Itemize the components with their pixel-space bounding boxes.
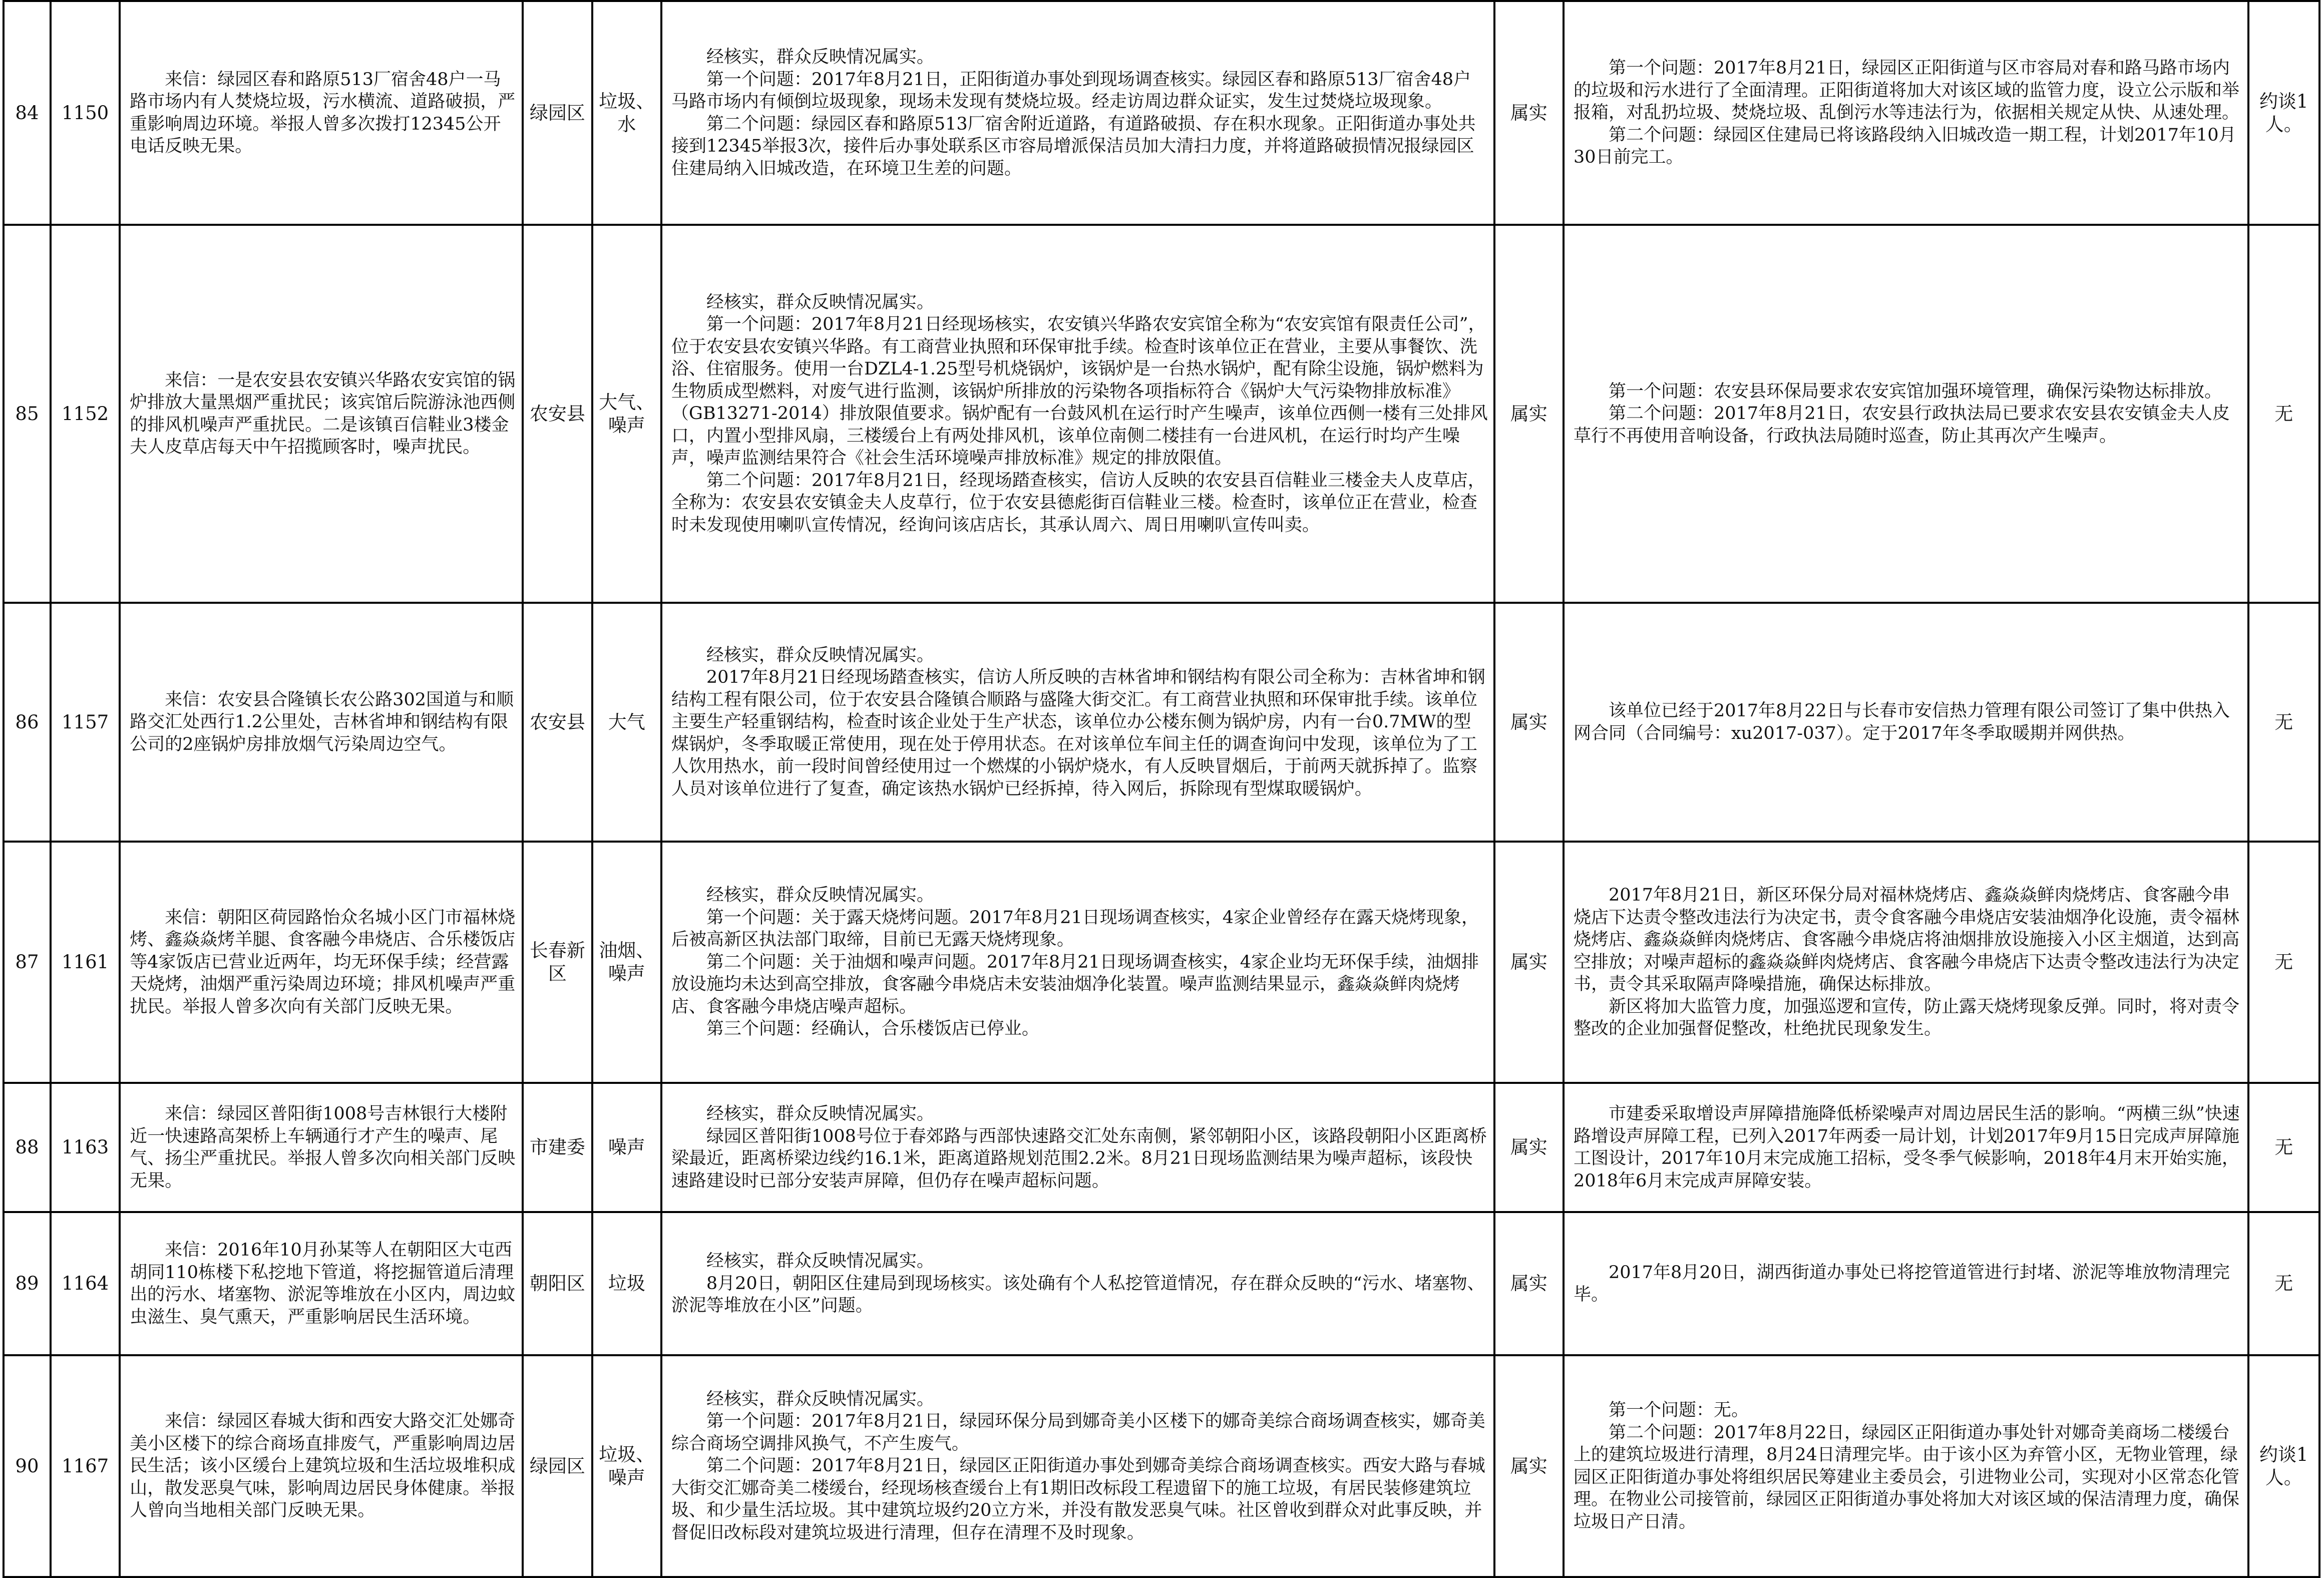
investigation-cell-paragraph: 绿园区普阳街1008号位于春郊路与西部快速路交汇处东南侧，紧邻朝阳小区，该路段朝阳小区距离桥梁最近，距离桥梁边线约16.1米，距离道路规划范围2.2米。8月21日现场监测结果为噪声超标，该段快速路建设时已部分安装声屏障，但仍存在噪声超标问题。 [671,1126,1487,1191]
investigation-cell-paragraph: 第一个问题：关于露天烧烤问题。2017年8月21日现场调查核实，4家企业曾经存在露天烧烤现象，后被高新区执法部门取缔，目前已无露天烧烤现象。 [671,907,1479,950]
pollution-type-cell: 噪声 [592,1083,661,1212]
case-id-cell: 1164 [51,1212,120,1355]
investigation-cell-paragraph: 经核实，群众反映情况属实。 [706,1251,934,1272]
investigation-cell-paragraph: 经核实，群众反映情况属实。 [706,1389,934,1409]
investigation-cell-paragraph: 经核实，群众反映情况属实。 [706,1104,934,1124]
accountability-cell: 约谈1人。 [2248,1355,2320,1577]
row-number-cell: 88 [4,1083,51,1212]
verdict-cell: 属实 [1494,603,1564,842]
investigation-cell-paragraph: 第一个问题：2017年8月21日，正阳街道办事处到现场调查核实。绿园区春和路原513厂宿舍48户马路市场内有倾倒垃圾现象，现场未发现有焚烧垃圾。经走访周边群众证实，发生过焚烧垃圾现象。 [671,69,1471,112]
pollution-type-cell: 垃圾、水 [592,1,661,225]
pollution-type-cell: 垃圾、噪声 [592,1355,661,1577]
handling-cell-paragraph: 2017年8月21日，新区环保分局对福林烧烤店、鑫焱焱鲜肉烧烤店、食客融今串烧店下达责令整改违法行为决定书，责令食客融今串烧店安装油烟净化设施，责令福林烧烤店、鑫焱焱鲜肉烧烤店、食客融今串烧店将油烟排放设施接入小区主烟道，达到高空排放；对噪声超标的鑫焱焱鲜肉烧烤店、食客融今串烧店下达责令整改违法行为决定书，责令其采取隔声降噪措施，确保达标排放。 [1573,885,2239,995]
handling-cell [1564,225,2248,603]
investigation-cell [661,1355,1494,1577]
investigation-cell [661,225,1494,603]
table-row [4,1083,2319,1212]
investigation-cell [661,603,1494,842]
case-id-cell: 1157 [51,603,120,842]
investigation-cell-paragraph: 第二个问题：2017年8月21日，经现场踏查核实，信访人反映的农安县百信鞋业三楼金夫人皮草店，全称为：农安县农安镇金夫人皮草行，位于农安县德彪街百信鞋业三楼。检查时，该单位正在营业，检查时未发现使用喇叭宣传情况，经询问该店店长，其承认周六、周日用喇叭宣传叫卖。 [671,470,1485,535]
row-number-cell: 86 [4,603,51,842]
handling-cell [1564,1,2248,225]
complaint-table [3,0,2320,1578]
complaint-text: 来信：绿园区春和路原513厂宿舍48户一马路市场内有人焚烧垃圾，污水横流、道路破损，严重影响周边环境。举报人曾多次拨打12345公开电话反映无果。 [130,69,516,156]
verdict-cell: 属实 [1494,1212,1564,1355]
investigation-cell-paragraph: 第二个问题：关于油烟和噪声问题。2017年8月21日现场调查核实，4家企业均无环保手续，油烟排放设施均未达到高空排放，食客融今串烧店未安装油烟净化装置。噪声监测结果显示，鑫焱焱鲜肉烧烤店、食客融今串烧店噪声超标。 [671,952,1479,1017]
case-id-cell: 1163 [51,1083,120,1212]
verdict-cell: 属实 [1494,1,1564,225]
district-cell: 农安县 [523,225,592,603]
row-number-cell: 90 [4,1355,51,1577]
handling-cell-paragraph: 新区将加大监管力度，加强巡逻和宣传，防止露天烧烤现象反弹。同时，将对责令整改的企业加强督促整改，杜绝扰民现象发生。 [1573,996,2239,1039]
verdict-cell: 属实 [1494,1355,1564,1577]
row-number-cell: 84 [4,1,51,225]
district-cell: 朝阳区 [523,1212,592,1355]
handling-cell-paragraph: 该单位已经于2017年8月22日与长春市安信热力管理有限公司签订了集中供热入网合同（合同编号：xu2017-037）。定于2017年冬季取暖期并网供热。 [1573,701,2230,743]
complaint-text: 来信：朝阳区荷园路怡众名城小区门市福林烧烤、鑫焱焱烤羊腿、食客融今串烧店、合乐楼饭店等4家饭店已营业近两年，均无环保手续；经营露天烧烤，油烟严重污染周边环境；排风机噪声严重扰民。举报人曾多次向有关部门反映无果。 [130,907,516,1017]
verdict-cell: 属实 [1494,225,1564,603]
accountability-cell: 无 [2248,603,2320,842]
table-row [4,225,2319,603]
table-row [4,1,2319,225]
investigation-cell-paragraph: 2017年8月21日经现场踏查核实，信访人所反映的吉林省坤和钢结构有限公司全称为：吉林省坤和钢结构工程有限公司，位于农安县合隆镇合顺路与盛隆大街交汇。有工商营业执照和环保审批手续。该单位主要生产轻重钢结构，检查时该企业处于生产状态，该单位办公楼东侧为锅炉房，内有一台0.7MW的型煤锅炉，冬季取暖正常使用，现在处于停用状态。在对该单位车间主任的调查询问中发现，该单位为了工人饮用热水，前一段时间曾经使用过一个燃煤的小锅炉烧水，有人反映冒烟后，于前两天就拆掉了。监察人员对该单位进行了复查，确定该热水锅炉已经拆掉，待入网后，拆除现有型煤取暖锅炉。 [671,667,1485,799]
investigation-cell-paragraph: 第三个问题：经确认，合乐楼饭店已停业。 [706,1019,1039,1039]
investigation-cell [661,1083,1494,1212]
district-cell: 绿园区 [523,1355,592,1577]
table-row [4,603,2319,842]
accountability-cell: 无 [2248,225,2320,603]
accountability-cell: 无 [2248,1212,2320,1355]
case-id-cell: 1152 [51,225,120,603]
handling-cell [1564,1212,2248,1355]
investigation-cell-paragraph: 8月20日，朝阳区住建局到现场核实。该处确有个人私挖管道情况，存在群众反映的“污水、堵塞物、淤泥等堆放在小区”问题。 [671,1273,1485,1316]
accountability-cell: 无 [2248,842,2320,1083]
pollution-type-cell: 垃圾 [592,1212,661,1355]
complaint-cell [120,1083,523,1212]
case-id-cell: 1167 [51,1355,120,1577]
handling-cell [1564,1355,2248,1577]
accountability-cell: 无 [2248,1083,2320,1212]
verdict-cell: 属实 [1494,842,1564,1083]
handling-cell [1564,842,2248,1083]
pollution-type-cell: 大气、噪声 [592,225,661,603]
handling-cell-paragraph: 第二个问题：2017年8月22日，绿园区正阳街道办事处针对娜奇美商场二楼缓台上的建筑垃圾进行清理，8月24日清理完毕。由于该小区为弃管小区，无物业管理，绿园区正阳街道办事处将组织居民筹建业主委员会，引进物业公司，实现对小区常态化管理。在物业公司接管前，绿园区正阳街道办事处将加大对该区域的保洁清理力度，确保垃圾日产日清。 [1573,1422,2239,1532]
table-body [4,1,2319,1577]
investigation-cell-paragraph: 经核实，群众反映情况属实。 [706,645,934,665]
complaint-text: 来信：农安县合隆镇长农公路302国道与和顺路交汇处西行1.2公里处，吉林省坤和钢结构有限公司的2座锅炉房排放烟气污染周边空气。 [130,689,514,754]
handling-cell-paragraph: 第一个问题：农安县环保局要求农安宾馆加强环境管理，确保污染物达标排放。 [1608,381,2222,402]
handling-cell-paragraph: 第二个问题：绿园区住建局已将该路段纳入旧城改造一期工程，计划2017年10月30日前完工。 [1573,125,2236,168]
accountability-cell: 约谈1人。 [2248,1,2320,225]
complaint-text: 来信：一是农安县农安镇兴华路农安宾馆的锅炉排放大量黑烟严重扰民；该宾馆后院游泳池西侧的排风机噪声严重扰民。二是该镇百信鞋业3楼金夫人皮草店每天中午招揽顾客时，噪声扰民。 [130,370,516,457]
investigation-cell-paragraph: 经核实，群众反映情况属实。 [706,885,934,906]
investigation-cell-paragraph: 经核实，群众反映情况属实。 [706,47,934,67]
investigation-cell-paragraph: 经核实，群众反映情况属实。 [706,292,934,312]
investigation-cell [661,842,1494,1083]
handling-cell-paragraph: 第一个问题：2017年8月21日，绿园区正阳街道与区市容局对春和路马路市场内的垃圾和污水进行了全面清理。正阳街道将加大对该区域的监管力度，设立公示版和举报箱，对乱扔垃圾、焚烧垃圾、乱倒污水等违法行为，依据相关规定从快、从速处理。 [1573,58,2239,123]
table-row [4,1355,2319,1577]
table-row [4,1212,2319,1355]
case-id-cell: 1150 [51,1,120,225]
pollution-type-cell: 油烟、噪声 [592,842,661,1083]
pollution-type-cell: 大气 [592,603,661,842]
handling-cell [1564,603,2248,842]
investigation-cell-paragraph: 第一个问题：2017年8月21日，绿园环保分局到娜奇美小区楼下的娜奇美综合商场调查核实，娜奇美综合商场空调排风换气，不产生废气。 [671,1411,1485,1454]
complaint-cell [120,225,523,603]
handling-cell-paragraph: 第二个问题：2017年8月21日，农安县行政执法局已要求农安县农安镇金夫人皮草行不再使用音响设备，行政执法局随时巡查，防止其再次产生噪声。 [1573,404,2230,446]
district-cell: 长春新区 [523,842,592,1083]
row-number-cell: 87 [4,842,51,1083]
district-cell: 农安县 [523,603,592,842]
district-cell: 绿园区 [523,1,592,225]
row-number-cell: 85 [4,225,51,603]
handling-cell-paragraph: 2017年8月20日，湖西街道办事处已将挖管道管进行封堵、淤泥等堆放物清理完毕。 [1573,1262,2230,1305]
investigation-cell [661,1,1494,225]
complaint-cell [120,842,523,1083]
investigation-cell [661,1212,1494,1355]
case-id-cell: 1161 [51,842,120,1083]
complaint-cell [120,1,523,225]
investigation-cell-paragraph: 第二个问题：绿园区春和路原513厂宿舍附近道路，有道路破损、存在积水现象。正阳街道办事处共接到12345举报3次，接件后办事处联系区市容局增派保洁员加大清扫力度，并将道路破损情况报绿园区住建局纳入旧城改造，在环境卫生差的问题。 [671,114,1476,179]
complaint-cell [120,1355,523,1577]
verdict-cell: 属实 [1494,1083,1564,1212]
handling-cell-paragraph: 市建委采取增设声屏障措施降低桥梁噪声对周边居民生活的影响。“两横三纵”快速路增设声屏障工程，已列入2017年两委一局计划，计划2017年9月15日完成声屏障施工图设计，2017年10月末完成施工招标，受冬季气候影响，2018年4月末开始实施，2018年6月末完成声屏障安装。 [1573,1104,2240,1191]
handling-cell-paragraph: 第一个问题：无。 [1608,1400,1749,1420]
complaint-cell [120,603,523,842]
district-cell: 市建委 [523,1083,592,1212]
row-number-cell: 89 [4,1212,51,1355]
investigation-cell-paragraph: 第一个问题：2017年8月21日经现场核实，农安镇兴华路农安宾馆全称为“农安宾馆有限责任公司”，位于农安县农安镇兴华路。有工商营业执照和环保审批手续。检查时该单位正在营业，主要从事餐饮、洗浴、住宿服务。使用一台DZL4-1.25型号机烧锅炉，该锅炉是一台热水锅炉，配有除尘设施，锅炉燃料为生物质成型燃料，对废气进行监测，该锅炉所排放的污染物各项指标符合《锅炉大气污染物排放标准》（GB13271-2014）排放限值要求。锅炉配有一台鼓风机在运行时产生噪声，该单位西侧一楼有三处排风口，内置小型排风扇，三楼缓台上有两处排风机，该单位南侧二楼挂有一台进风机，在运行时均产生噪声，噪声监测结果符合《社会生活环境噪声排放标准》规定的排放限值。 [671,314,1488,469]
complaint-text: 来信：绿园区普阳街1008号吉林银行大楼附近一快速路高架桥上车辆通行才产生的噪声、尾气、扬尘严重扰民。举报人曾多次向相关部门反映无果。 [130,1104,516,1191]
complaint-cell [120,1212,523,1355]
complaint-text: 来信：绿园区春城大街和西安大路交汇处娜奇美小区楼下的综合商场直排废气，严重影响周边居民生活；该小区缓台上建筑垃圾和生活垃圾堆积成山，散发恶臭气味，影响周边居民身体健康。举报人曾向当地相关部门反映无果。 [130,1411,516,1521]
handling-cell [1564,1083,2248,1212]
complaint-text: 来信：2016年10月孙某等人在朝阳区大屯西胡同110栋楼下私挖地下管道，将挖掘管道后清理出的污水、堵塞物、淤泥等堆放在小区内，周边蚊虫滋生、臭气熏天，严重影响居民生活环境。 [130,1240,516,1327]
investigation-cell-paragraph: 第二个问题：2017年8月21日，绿园区正阳街道办事处到娜奇美综合商场调查核实。西安大路与春城大街交汇娜奇美二楼缓台，经现场核查缓台上有1期旧改标段工程遗留下的施工垃圾，有居民装修建筑垃圾、和少量生活垃圾。其中建筑垃圾约20立方米，并没有散发恶臭气味。社区曾收到群众对此事反映，并督促旧改标段对建筑垃圾进行清理，但存在清理不及时现象。 [671,1456,1485,1543]
table-row [4,842,2319,1083]
